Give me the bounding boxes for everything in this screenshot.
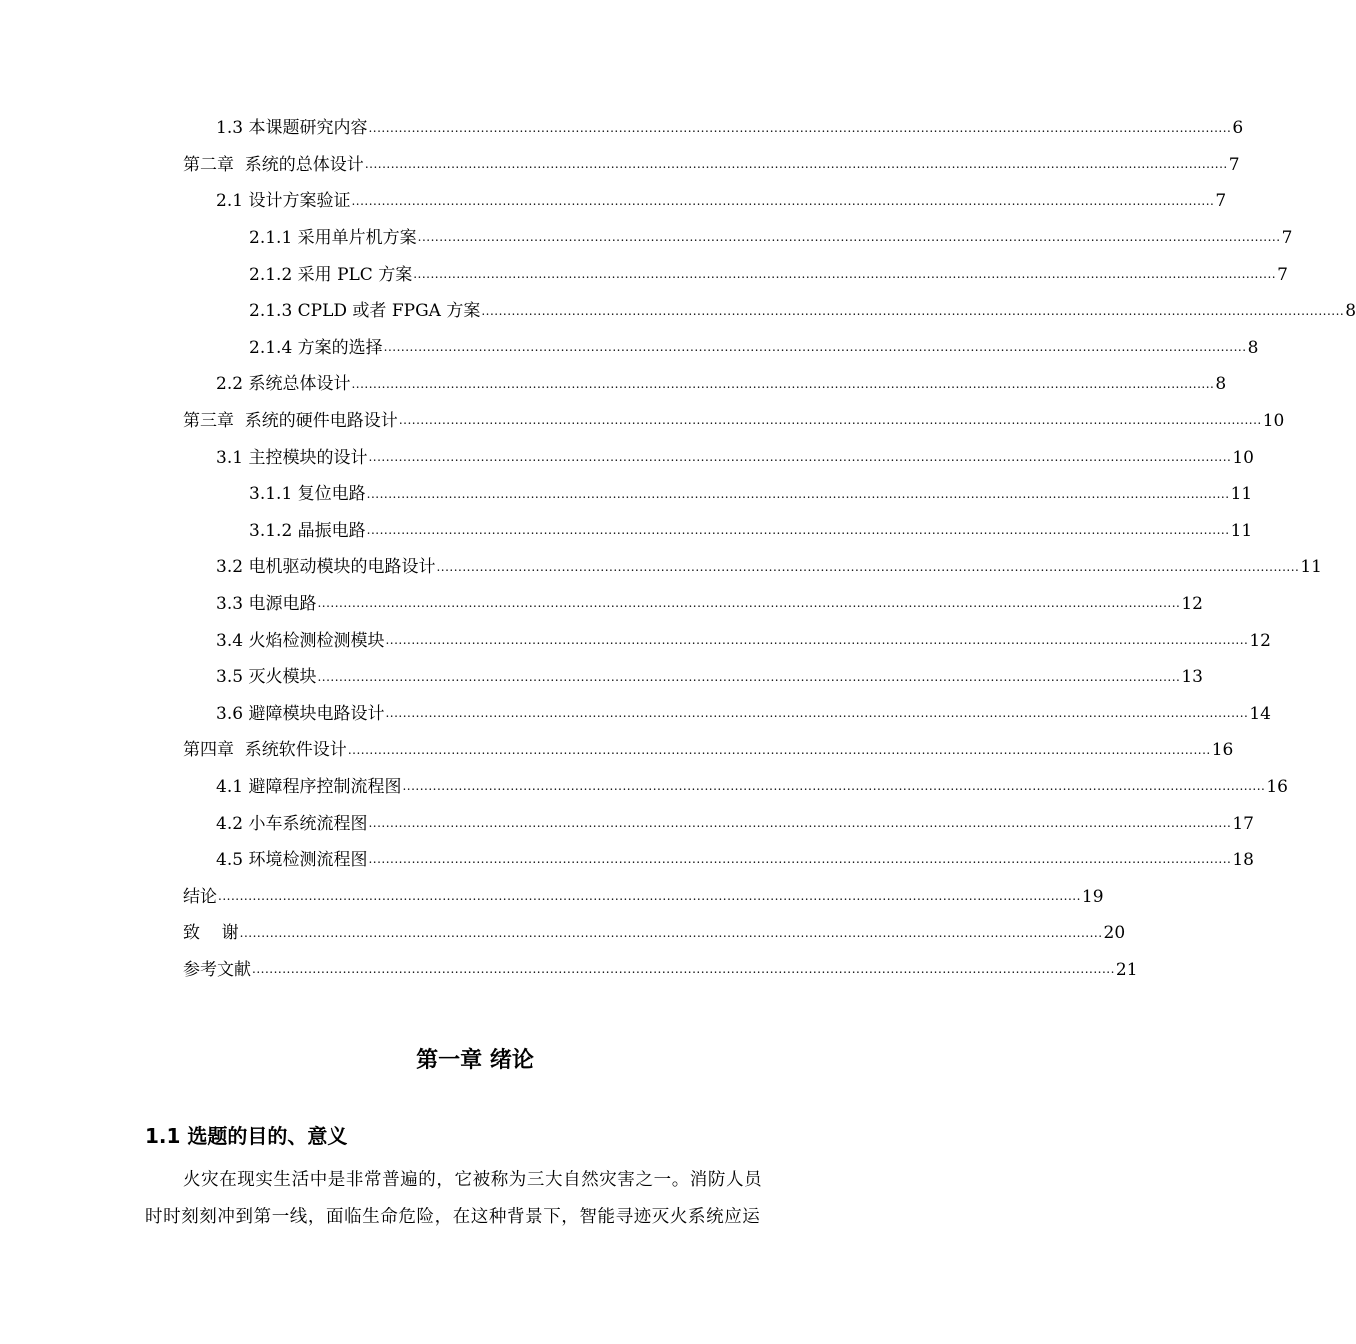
toc-entry-page-number: 12 [1181,594,1203,615]
toc-dot-leader: ........................................................................................................................................................................................................ [413,266,1277,281]
toc-entry-title: 3.5 灭火模块 [216,667,317,688]
toc-dot-leader: ........................................................................................................................................................................................................ [417,230,1281,245]
toc-dot-leader: ........................................................................................................................................................................................................ [368,815,1232,830]
toc-entry[interactable] [0,769,1288,806]
toc-entry-page-number: 20 [1103,923,1126,944]
toc-entry[interactable] [0,732,1234,769]
toc-dot-leader: ........................................................................................................................................................................................................ [239,925,1103,940]
toc-entry-title: 3.1.1 复位电路 [249,484,366,505]
toc-entry-page-number: 11 [1230,520,1253,541]
toc-entry-title: 参考文献 [183,959,251,980]
toc-dot-leader: ........................................................................................................................................................................................................ [385,706,1249,721]
toc-entry[interactable] [0,366,1227,403]
toc-dot-leader: ........................................................................................................................................................................................................ [383,340,1247,355]
toc-entry-page-number: 19 [1081,886,1104,907]
toc-dot-leader: ........................................................................................................................................................................................................ [436,559,1300,574]
toc-entry[interactable] [0,549,1322,586]
toc-entry-title: 4.2 小车系统流程图 [216,813,368,834]
toc-entry[interactable] [0,293,1356,330]
toc-entry-title: 2.1.3 CPLD 或者 FPGA 方案 [249,301,481,322]
toc-entry-title: 3.1.2 晶振电路 [249,520,366,541]
toc-entry-title: 3.6 避障模块电路设计 [216,703,385,724]
toc-entry-title: 4.1 避障程序控制流程图 [216,776,402,797]
toc-entry-title: 2.2 系统总体设计 [216,374,351,395]
toc-entry-title: 3.4 火焰检测检测模块 [216,630,385,651]
toc-dot-leader: ........................................................................................................................................................................................................ [368,120,1232,135]
toc-entry-page-number: 16 [1266,776,1288,797]
toc-entry-title: 结论 [183,886,217,907]
toc-entry[interactable] [0,476,1253,513]
toc-dot-leader: ........................................................................................................................................................................................................ [398,413,1262,428]
toc-entry[interactable] [0,147,1240,184]
toc-entry[interactable] [0,513,1253,550]
body-paragraph-line: 时时刻刻冲到第一线，面临生命危险，在这种背景下，智能寻迹灭火系统应运 [145,1207,761,1227]
toc-dot-leader: ........................................................................................................................................................................................................ [366,523,1230,538]
toc-entry-page-number: 21 [1115,959,1138,980]
toc-dot-leader: ........................................................................................................................................................................................................ [368,449,1232,464]
toc-entry[interactable] [0,183,1227,220]
toc-entry-title: 3.2 电机驱动模块的电路设计 [216,557,436,578]
toc-entry-page-number: 10 [1262,411,1285,432]
toc-entry-page-number: 7 [1228,154,1240,175]
toc-entry[interactable] [0,403,1285,440]
toc-dot-leader: ........................................................................................................................................................................................................ [317,669,1181,684]
toc-entry[interactable] [0,696,1271,733]
toc-entry[interactable] [0,915,1126,952]
toc-entry-title: 第二章 系统的总体设计 [183,154,364,175]
toc-entry[interactable] [0,110,1244,147]
toc-entry-title: 3.1 主控模块的设计 [216,447,368,468]
toc-entry-title: 第四章 系统软件设计 [183,740,347,761]
toc-entry-page-number: 7 [1281,228,1293,249]
section-heading: 1.1 选题的目的、意义 [145,1124,348,1148]
toc-dot-leader: ........................................................................................................................................................................................................ [385,632,1249,647]
toc-entry-title: 4.5 环境检测流程图 [216,850,368,871]
toc-entry-title: 第三章 系统的硬件电路设计 [183,411,398,432]
toc-entry[interactable] [0,439,1254,476]
toc-entry-title: 1.3 本课题研究内容 [216,118,368,139]
toc-entry-title: 2.1.1 采用单片机方案 [249,228,417,249]
toc-entry-page-number: 17 [1232,813,1254,834]
table-of-contents [0,110,1356,988]
toc-dot-leader: ........................................................................................................................................................................................................ [317,596,1181,611]
toc-entry[interactable] [0,622,1271,659]
toc-entry-title: 致 谢 [183,923,239,944]
chapter-heading: 第一章 绪论 [416,1048,534,1073]
toc-dot-leader: ........................................................................................................................................................................................................ [351,376,1215,391]
toc-entry[interactable] [0,586,1203,623]
toc-entry-title: 2.1 设计方案验证 [216,191,351,212]
toc-entry[interactable] [0,878,1104,915]
toc-entry[interactable] [0,256,1288,293]
toc-entry[interactable] [0,842,1254,879]
toc-entry-page-number: 8 [1345,301,1356,322]
toc-dot-leader: ........................................................................................................................................................................................................ [252,962,1115,977]
toc-entry-page-number: 8 [1215,374,1227,395]
toc-entry[interactable] [0,659,1203,696]
toc-dot-leader: ........................................................................................................................................................................................................ [364,157,1228,172]
toc-dot-leader: ........................................................................................................................................................................................................ [351,193,1215,208]
toc-entry-page-number: 7 [1277,264,1288,285]
toc-entry-page-number: 7 [1215,191,1227,212]
toc-entry-page-number: 18 [1232,850,1254,871]
toc-entry[interactable] [0,330,1259,367]
toc-entry-title: 3.3 电源电路 [216,594,317,615]
toc-dot-leader: ........................................................................................................................................................................................................ [402,779,1266,794]
toc-entry-page-number: 14 [1249,703,1271,724]
toc-entry-title: 2.1.2 采用 PLC 方案 [249,264,413,285]
toc-entry-page-number: 11 [1300,557,1322,578]
toc-dot-leader: ........................................................................................................................................................................................................ [347,742,1211,757]
toc-entry-page-number: 11 [1230,484,1253,505]
toc-entry[interactable] [0,952,1138,989]
toc-entry-page-number: 8 [1247,337,1259,358]
toc-entry-page-number: 16 [1211,740,1234,761]
toc-entry-title: 2.1.4 方案的选择 [249,337,383,358]
toc-entry-page-number: 13 [1181,667,1203,688]
toc-entry-page-number: 10 [1232,447,1254,468]
toc-entry[interactable] [0,220,1293,257]
toc-dot-leader: ........................................................................................................................................................................................................ [218,889,1081,904]
toc-entry-page-number: 12 [1249,630,1271,651]
toc-entry[interactable] [0,805,1254,842]
toc-dot-leader: ........................................................................................................................................................................................................ [366,486,1230,501]
toc-dot-leader: ........................................................................................................................................................................................................ [368,852,1232,867]
toc-dot-leader: ........................................................................................................................................................................................................ [481,303,1345,318]
body-paragraph-line: 火灾在现实生活中是非常普遍的，它被称为三大自然灾害之一。消防人员 [183,1170,763,1190]
toc-entry-page-number: 6 [1232,118,1244,139]
